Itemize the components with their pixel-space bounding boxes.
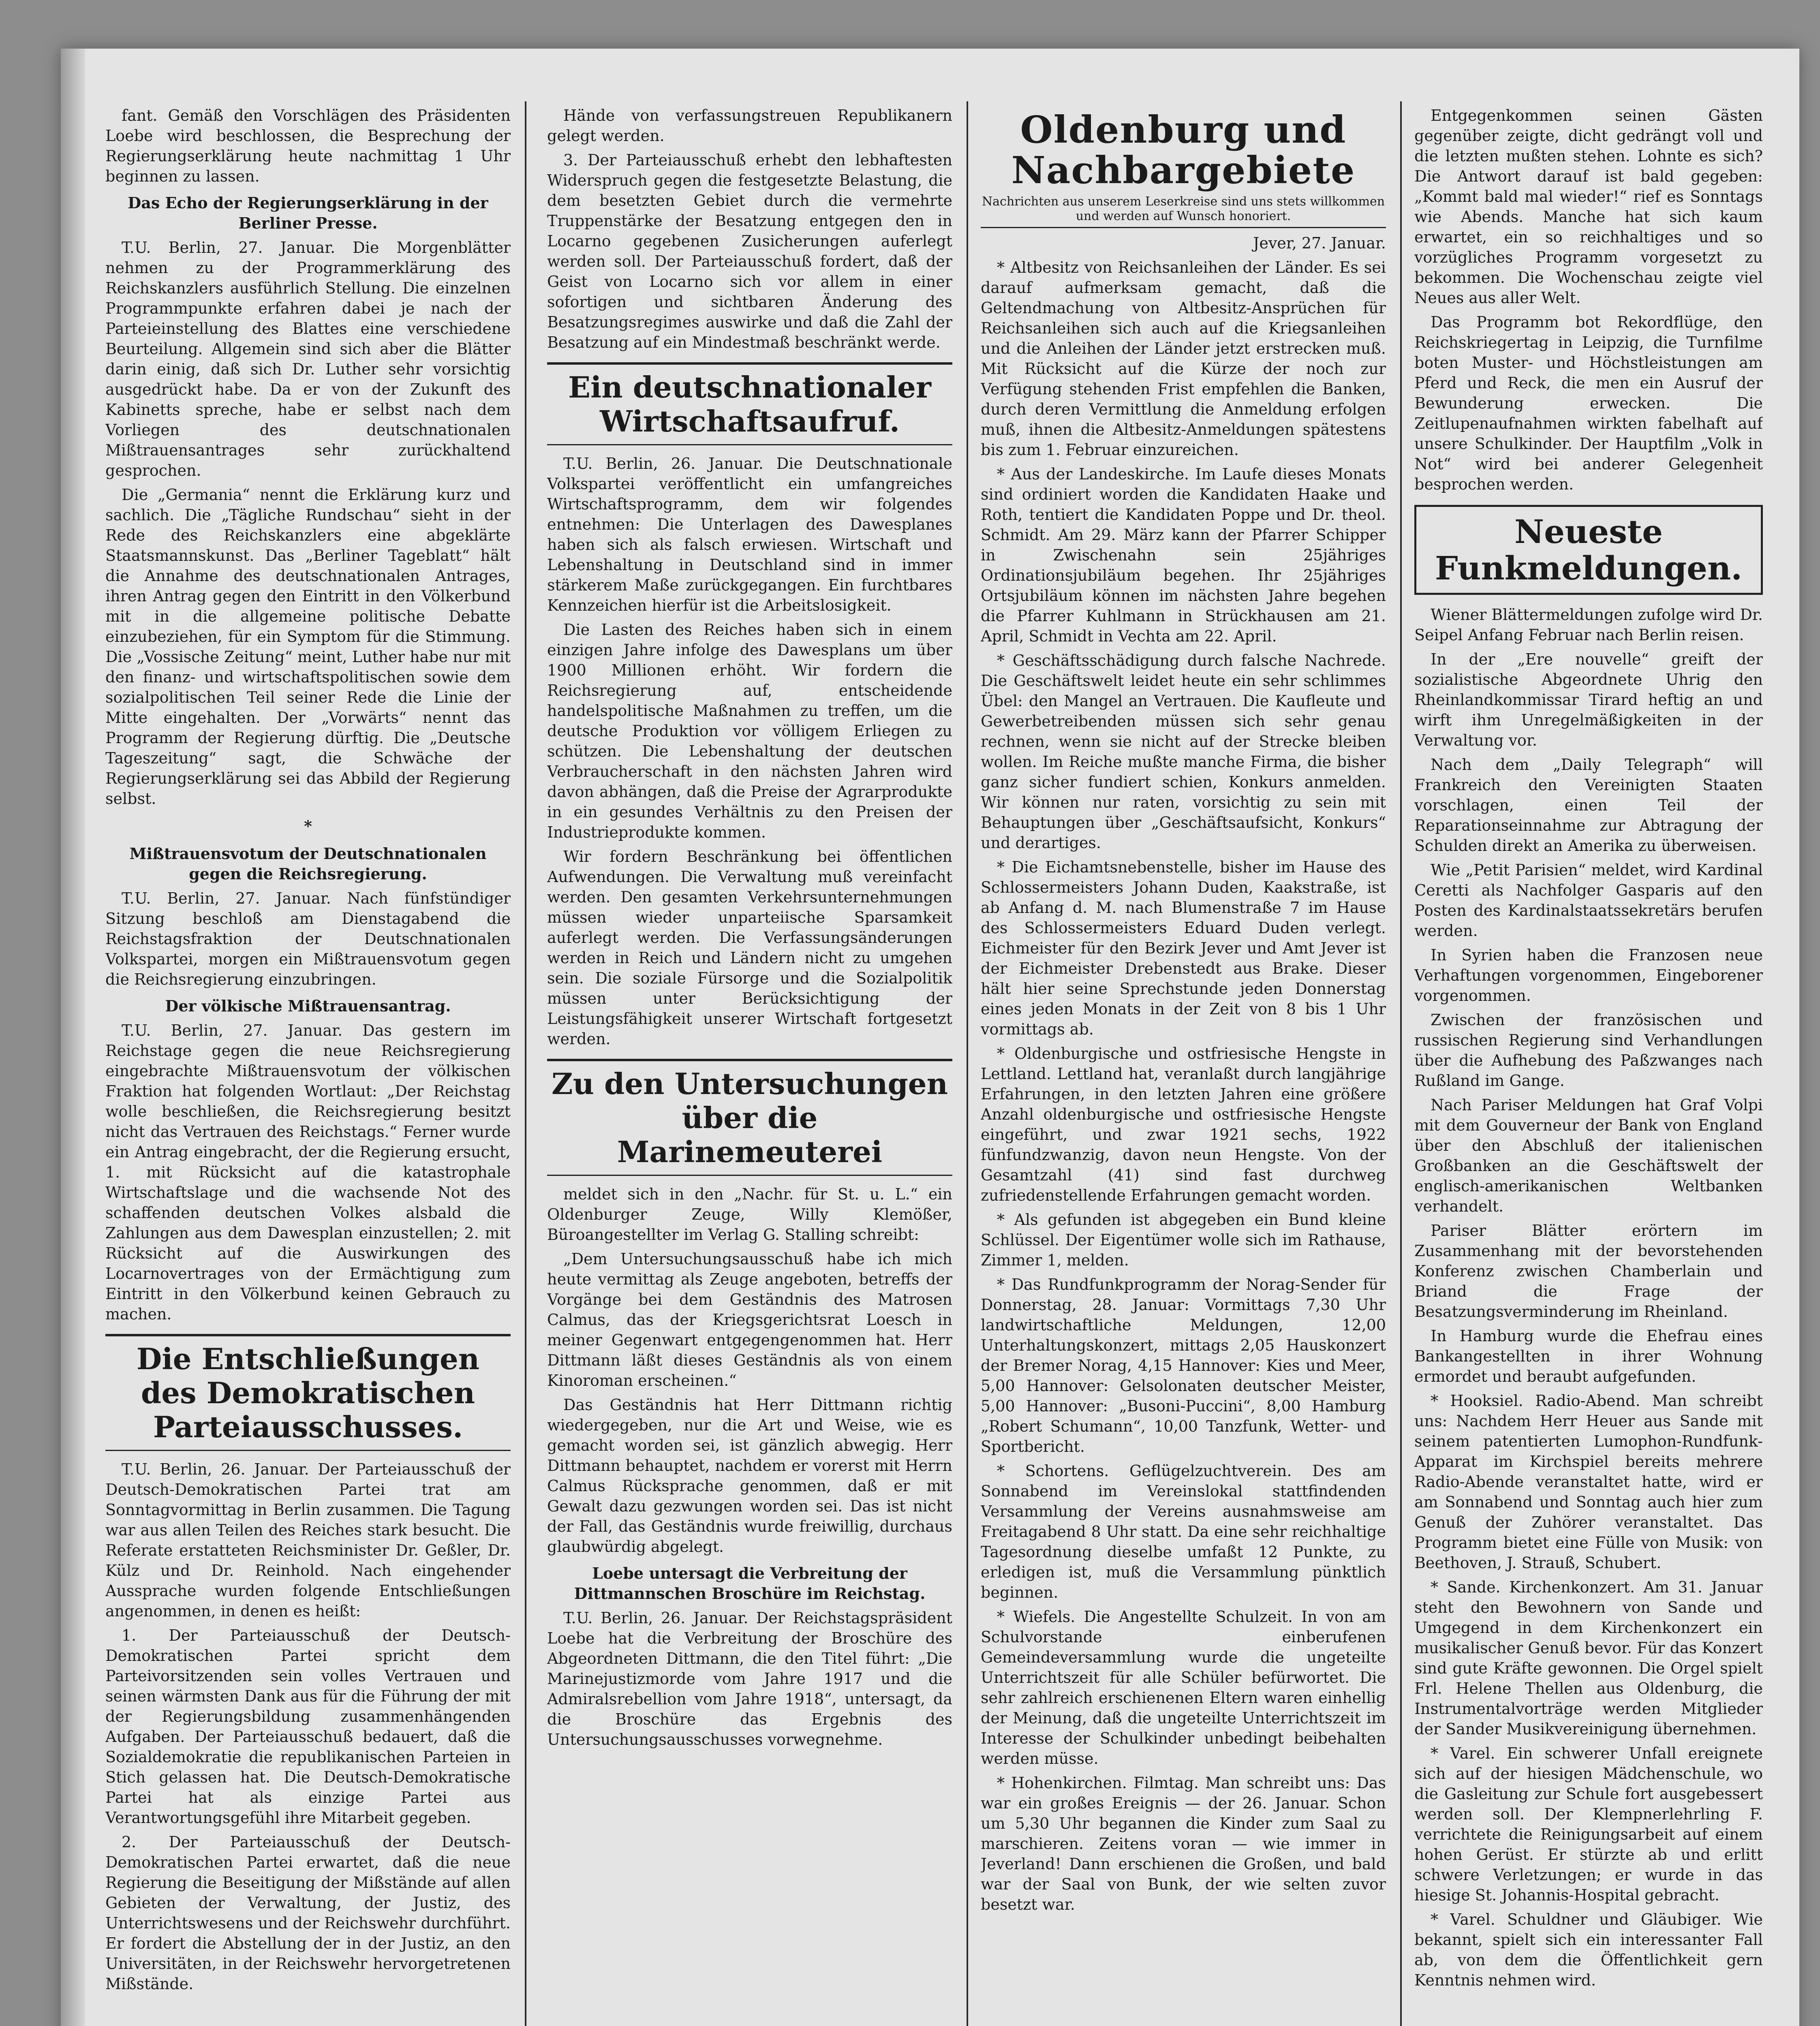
news-item: Wie „Petit Parisien“ meldet, wird Kardinal Ceretti als Nachfolger Gasparis auf den Posten des Kardinalstaatssekretärs berufen werden. [1414,861,1763,940]
article-subhead: Mißtrauensvotum der Deutschnationalen gegen die Reichsregierung. [129,844,487,883]
article-text: * Als gefunden ist abgegeben ein Bund kleine Schlüssel. Der Eigentümer wolle sich im Rathause, Zimmer 1, melden. [981,1211,1386,1269]
article-text: * Geschäftsschädigung durch falsche Nachrede. Die Geschäftswelt leidet heute ein sehr schlimmes Übel: den Mangel an Vertrauen. Die Kaufleute und Gewerbetreibenden müssen sich sehr genau rechnen, wenn sie nicht auf der Strecke bleiben wollen. Im Reiche mußte manche Firma, die bisher ganz sicher fundiert schien, Konkurs anmelden. Wir können nur raten, vorsichtig zu sein mit Behauptungen über „Geschäftsaufsicht, Konkurs“ und derartiges. [981,652,1386,852]
article-text: T.U. Berlin, 26. Januar. Der Parteiausschuß der Deutsch-Demokratischen Partei trat am Sonntagvormittag in Berlin zusammen. Die Tagung war aus allen Teilen des Reiches stark besucht. Die Referate erstatteten Reichsminister Dr. Geßler, Dr. Külz und Dr. Reinhold. Nach eingehender Aussprache wurden folgende Entschließungen angenommen, in denen es heißt: [105,1460,511,1620]
separator-star: * [304,817,312,835]
news-item: In Hamburg wurde die Ehefrau eines Bankangestellten in ihrer Wohnung ermordet und beraubt aufgefunden. [1414,1327,1763,1385]
article-text: * Oldenburgische und ostfriesische Hengste in Lettland. Lettland hat, veranlaßt durch langjährige Erfahrungen, in den letzten Jahren eine größere Anzahl oldenburgische und ostfriesische Hengste eingeführt, und zwar 1921 sechs, 1922 fünfundzwanzig, davon neun Hengste. Von der Gesamtzahl (41) sind fast durchweg zufriedenstellende Erfahrungen gemacht worden. [981,1045,1386,1204]
column-rule [967,101,968,2026]
article-text: * Das Rundfunkprogramm der Norag-Sender für Donnerstag, 28. Januar: Vormittags 7,30 Uhr landwirtschaftliche Meldungen, 12,00 Unterhaltungskonzert, mittags 2,05 Hauskonzert der Bremer Norag, 4,15 Hannover: Kies und Meer, 5,00 Hannover: Gelsolonaten deutscher Meister, 5,00 Hannover: „Busoni-Puccini“, 8,00 Hamburg „Robert Schumann“, 10,00 Tanzfunk, Wetter- und Sportbericht. [981,1276,1386,1455]
news-item: Zwischen der französischen und russischen Regierung sind Verhandlungen über die Aufhebung des Paßzwanges nach Rußland im Gange. [1414,1011,1763,1090]
article-text: 1. Der Parteiausschuß der Deutsch-Demokratischen Partei spricht dem Parteivorsitzenden sein volles Vertrauen und seinen wärmsten Dank aus für die Führung der mit der Regierungsbildung zusammenhängenden Aufgaben. Der Parteiausschuß bedauert, daß die Sozialdemokratie die republikanischen Parteien in Stich gelassen hat. Die Deutsch-Demokratische Partei hat als einzige Partei aus Verantwortungsgefühl ihre Mitarbeit gegeben. [105,1626,511,1827]
article-text: meldet sich in den „Nachr. für St. u. L.“ ein Oldenburger Zeuge, Willy Klemößer, Büroangestellter im Verlag G. Stalling schreibt: [547,1185,952,1244]
article-headline: Die Entschließungen des Demokratischen Parteiausschusses. [105,1334,511,1451]
masthead-subtitle: Nachrichten aus unserem Leserkreise sind uns stets willkommen und werden auf Wunsch honoriert. [981,194,1386,228]
article-text: Hände von verfassungstreuen Republikanern gelegt werden. [547,107,952,145]
article-text: * Wiefels. Die Angestellte Schulzeit. In von am Schulvorstande einberufenen Gemeindeversammlung wurde die ungeteilte Unterrichtszeit für alle Schüler befürwortet. Die sehr zahlreich erschienenen Eltern waren einhellig der Meinung, daß die ungeteilte Unterrichtszeit im Interesse der Schulkinder unbedingt beibehalten werden müsse. [981,1608,1386,1767]
article-text: T.U. Berlin, 27. Januar. Nach fünfstündiger Sitzung beschloß am Dienstagabend die Reichstagsfraktion der Deutschnationalen Volkspartei, morgen ein Mißtrauensvotum gegen die Reichsregierung einzubringen. [105,889,511,988]
article-text: fant. Gemäß den Vorschlägen des Präsidenten Loebe wird beschlossen, die Besprechung der Regierungserklärung heute nachmittag 1 Uhr beginnen zu lassen. [105,107,511,185]
article-subhead: Loebe untersagt die Verbreitung der Dittmannschen Broschüre im Reichstag. [574,1564,926,1603]
news-item: Wiener Blättermeldungen zufolge wird Dr. Seipel Anfang Februar nach Berlin reisen. [1414,606,1763,644]
article-text: * Sande. Kirchenkonzert. Am 31. Januar steht den Bewohnern von Sande und Umgegend in dem Kirchenkonzert ein musikalischer Genuß bevor. Für das Konzert sind gute Kräfte gewonnen. Die Orgel spielt Frl. Helene Thellen aus Oldenburg, die Instrumentalvorträge werden Mitglieder der Sander Musikvereinigung übernehmen. [1414,1578,1763,1738]
funkmeldungen-headline: Neueste Funkmeldungen. [1414,505,1763,595]
article-text: T.U. Berlin, 26. Januar. Der Reichstagspräsident Loebe hat die Verbreitung der Broschüre des Abgeordneten Dittmann, die den Titel führt: „Die Marinejustizmorde vom Jahre 1917 und die Admiralsrebellion vom Jahre 1918“, untersagt, da die Broschüre das Ergebnis des Untersuchungsausschusses vorwegnehme. [547,1609,952,1748]
news-item: In Syrien haben die Franzosen neue Verhaftungen vorgenommen, Eingeborener vorgenommen. [1414,946,1763,1004]
newspaper-page [61,49,1799,2026]
article-text: * Hohenkirchen. Filmtag. Man schreibt uns: Das war ein großes Ereignis — der 26. Januar. Schon um 5,30 Uhr begannen die Kinder zum Saal zu marschieren. Zeitens voran — wie immer in Jeverland! Dann erschienen die Großen, und bald war der Saal von Bunk, der wie selten zuvor besetzt war. [981,1774,1386,1913]
article-text: „Dem Untersuchungsausschuß habe ich mich heute vermittag als Zeuge angeboten, betreffs der Vorgänge bei dem Geständnis des Matrosen Calmus, das der Kriegsgerichtsrat Loesch in meiner Gegenwart entgegengenommen hat. Herr Dittmann läßt dieses Geständnis als von einem Kinoroman erscheinen.“ [547,1250,952,1389]
article-text: Das Geständnis hat Herr Dittmann richtig wiedergegeben, nur die Art und Weise, wie es gemacht worden sei, ist gänzlich abwegig. Herr Dittmann behauptet, nachdem er vorerst mit Herrn Calmus Rücksprache genommen, daß er mit Gewalt dazu gezwungen worden sei. Das ist nicht der Fall, das Geständnis wurde freiwillig, durchaus glaubwürdig abgelegt. [547,1396,952,1556]
article-text: * Die Eichamtsnebenstelle, bisher im Hause des Schlossermeisters Johann Duden, Kaakstraße, ist ab Anfang d. M. nach Blumenstraße 7 im Hause des Schlossermeisters Eduard Duden verlegt. Eichmeister für den Bezirk Jever und Amt Jever ist der Eichmeister Drebenstedt aus Brake. Dieser hält hier seine Sprechstunde jeden Donnerstag eines jeden Monats in der Zeit von 8 bis 1 Uhr vormittags ab. [981,858,1386,1038]
article-text: T.U. Berlin, 27. Januar. Das gestern im Reichstage gegen die neue Reichsregierung eingebrachte Mißtrauensvotum der völkischen Fraktion hat folgenden Wortlaut: „Der Reichstag wolle beschließen, die Reichsregierung besitzt nicht das Vertrauen des Reichstags.“ Ferner wurde ein Antrag eingebracht, der die Regierung ersucht, 1. mit Rücksicht auf die katastrophale Wirtschaftslage und die wachsende Not des schaffenden deutschen Volkes alsbald die Zahlungen aus dem Dawesplan einzustellen; 2. mit Rücksicht auf die Auswirkungen des Locarnovertrages von der Ermächtigung zum Eintritt in den Völkerbund keinen Gebrauch zu machen. [105,1022,511,1323]
news-item: In der „Ere nouvelle“ greift der sozialistische Abgeordnete Uhrig den Rheinlandkommissar Tirard heftig an und wirft ihm Unregelmäßigkeiten in der Verwaltung vor. [1414,650,1763,749]
column-2 [547,105,952,2026]
article-text: T.U. Berlin, 27. Januar. Die Morgenblätter nehmen zu der Programmerklärung des Reichskanzlers ausführlich Stellung. Die einzelnen Programmpunkte erfahren dabei je nach der Parteieinstellung des Blattes eine verschiedene Beurteilung. Allgemein sind sich aber die Blätter darin einig, daß sich Dr. Luther sehr vorsichtig ausgedrückt habe. Da er von der Zukunft des Kabinetts spreche, habe er selbst nach dem Vorliegen des deutschnationalen Mißtrauensantrages sehr zurückhaltend gesprochen. [105,239,511,479]
article-text: * Schortens. Geflügelzuchtverein. Des am Sonnabend im Vereinslokal stattfindenden Versammlung der Vereins ausnahmsweise am Freitagabend 8 Uhr statt. Da eine sehr reichhaltige Tagesordnung dieselbe umfaßt 12 Punkte, zu erledigen ist, muß die Versammlung pünktlich beginnen. [981,1462,1386,1601]
article-headline: Ein deutschnationaler Wirtschaftsaufruf. [547,362,952,445]
column-rule [1400,101,1402,2026]
column-1 [105,105,511,2026]
article-text: Die „Germania“ nennt die Erklärung kurz und sachlich. Die „Tägliche Rundschau“ sieht in der Rede des Reichskanzlers eine abgeklärte Staatsmannskunst. Das „Berliner Tageblatt“ hält die Annahme des deutschnationalen Antrages, ihren Antrag gegen den Eintritt in den Völkerbund mit in die allgemeine politische Debatte einzubeziehen, für ein Symptom für die Stimmung. Die „Vossische Zeitung“ meint, Luther habe nur mit den finanz- und wirtschaftspolitischen sowie dem sozialpolitischen Teil seiner Rede die Linie der Mitte eingehalten. Der „Vorwärts“ nennt das Programm der Regierung dürftig. Die „Deutsche Tageszeitung“ sagt, die Schwäche der Regierungserklärung sei das Abbild der Regierung selbst. [105,486,511,808]
dateline: Jever, 27. Januar. [1253,234,1386,252]
article-text: * Aus der Landeskirche. Im Laufe dieses Monats sind ordiniert worden die Kandidaten Haake und Roth, tentiert die Kandidaten Poppe und Dr. theol. Schmidt. Am 29. März kann der Pfarrer Schipper in Zwischenahn sein 25jähriges Ordinationsjubiläum begehen. Ihr 25jähriges Ortsjubiläum können im nächsten Jahre begehen die Pfarrer Kuhlmann in Strückhausen am 21. April, Schmidt in Vechta am 22. April. [981,465,1386,645]
article-text: * Altbesitz von Reichsanleihen der Länder. Es sei darauf aufmerksam gemacht, daß die Geltendmachung von Altbesitz-Ansprüchen für Reichsanleihen sich auch auf die Kriegsanleihen und die Anleihen der Länder jetzt erstrecken muß. Mit Rücksicht auf die Kürze der noch zur Verfügung stehenden Frist empfehlen die Banken, durch deren Vermittlung die Anmeldung erfolgen muß, ihnen die Altbesitz-Anmeldungen spätestens bis zum 1. Februar einzureichen. [981,259,1386,459]
article-text: * Varel. Schuldner und Gläubiger. Wie bekannt, spielt sich ein interessanter Fall ab, von dem die Öffentlichkeit gern Kenntnis nehmen wird. [1414,1911,1763,1989]
article-text: * Varel. Ein schwerer Unfall ereignete sich auf der hiesigen Mädchenschule, wo die Gasleitung zur Schule fort ausgebessert werden soll. Der Klempnerlehrling F. verrichtete die Reinigungsarbeit auf einem hohen Gerüst. Er stürzte ab und erlitt schwere Verletzungen; er wurde in das hiesige St. Johannis-Hospital gebracht. [1414,1744,1763,1904]
article-text: Die Lasten des Reiches haben sich in einem einzigen Jahre infolge des Dawesplans um über 1900 Millionen erhöht. Wir fordern die Reichsregierung auf, entscheidende handelspolitische Maßnahmen zu treffen, um die deutsche Produktion vor völligem Erliegen zu schützen. Die Lebenshaltung der deutschen Verbraucherschaft in den nächsten Jahren wird davon abhängen, daß die Preise der Agrarprodukte in ein gesundes Verhältnis zu den Preisen der Industrieprodukte kommen. [547,621,952,841]
article-text: T.U. Berlin, 26. Januar. Die Deutschnationale Volkspartei veröffentlicht ein umfangreiches Wirtschaftsprogramm, dem wir folgendes entnehmen: Die Unterlagen des Dawesplanes haben sich als falsch erwiesen. Wirtschaft und Lebenshaltung in Deutschland sind in immer stärkerem Maße zurückgegangen. Ein furchtbares Kennzeichen hierfür ist die Arbeitslosigkeit. [547,455,952,614]
news-item: Nach dem „Daily Telegraph“ will Frankreich den Vereinigten Staaten vorschlagen, einen Teil der Reparationseinnahme zur Abtragung der Schulden direkt an Amerika zu überweisen. [1414,756,1763,855]
article-text: Wir fordern Beschränkung bei öffentlichen Aufwendungen. Die Verwaltung muß vereinfacht werden. Den gesamten Verkehrsunternehmungen müssen wieder unparteiische Sparsamkeit auferlegt werden. Die Verfassungsänderungen werden in Reich und Ländern nicht zu umgehen sein. Die soziale Fürsorge und die Sozialpolitik müssen unter Berücksichtigung der Leistungsfähigkeit unserer Wirtschaft fortgesetzt werden. [547,848,952,1048]
article-text: * Hooksiel. Radio-Abend. Man schreibt uns: Nachdem Herr Heuer aus Sande mit seinem patentierten Lumophon-Rundfunk-Apparat im Kirchspiel bereits mehrere Radio-Abende veranstaltet hatte, wird er am Sonnabend und Sonntag auch hier zum Genuß der Zuhörer veranstaltet. Das Programm bietet eine Fülle von Musik: von Beethoven, J. Strauß, Schubert. [1414,1392,1763,1572]
article-text: Entgegenkommen seinen Gästen gegenüber zeigte, dicht gedrängt voll und die letzten mußten stehen. Lohnte es sich? Die Antwort darauf ist bald gegeben: „Kommt bald mal wieder!“ rief es Sonntags wie Abends. Manche hat sich kaum erwartet, ein so reichhaltiges und so vorzügliches Programm vorgesetzt zu bekommen. Die Wochenschau zeigte viel Neues aus aller Welt. [1414,107,1763,307]
news-item: Pariser Blätter erörtern im Zusammenhang mit der bevorstehenden Konferenz zwischen Chamberlain und Briand die Frage der Besatzungsverminderung im Rheinland. [1414,1222,1763,1321]
article-text: 2. Der Parteiausschuß der Deutsch-Demokratischen Partei erwartet, daß die neue Regierung die Beseitigung der Mißstände auf allen Gebieten der Verwaltung, der Justiz, des Unterrichtswesens und der Reichswehr durchführt. Er fordert die Abstellung der in der Justiz, an den Universitäten, in der Reichswehr hervorgetretenen Mißstände. [105,1833,511,1993]
article-subhead: Das Echo der Regierungserklärung in der Berliner Presse. [128,194,488,232]
article-text: Das Programm bot Rekordflüge, den Reichskriegertag in Leipzig, die Turnfilme boten Muster- und Höchstleistungen am Pferd und Reck, die men ein Ausruf der Bewunderung erwecken. Die Zeitlupenaufnahmen wirkten fabelhaft auf unsere Schulkinder. Der Hauptfilm „Volk in Not“ wird bei anderer Gelegenheit besprochen werden. [1414,313,1763,493]
section-masthead: Oldenburg und Nachbargebiete [1011,108,1356,192]
column-4 [1414,105,1763,2026]
article-subhead: Der völkische Mißtrauensantrag. [165,997,451,1015]
news-item: Nach Pariser Meldungen hat Graf Volpi mit dem Gouverneur der Bank von England über den Abschluß der italienischen Großbanken an die Geschäftswelt der englisch-amerikanischen Weltbanken verhandelt. [1414,1096,1763,1215]
column-3 [981,105,1386,2026]
article-text: 3. Der Parteiausschuß erhebt den lebhaftesten Widerspruch gegen die festgesetzte Belastung, die dem besetzten Gebiet durch die vermehrte Truppenstärke der Besatzung entgegen den in Locarno gegebenen Zusicherungen auferlegt werden soll. Der Parteiausschuß fordert, daß der Geist von Locarno sich vor allem in einer sofortigen und sichtbaren Änderung des Besatzungsregimes auswirke und daß die Zahl der Besatzung auf ein Mindestmaß beschränkt werde. [547,151,952,351]
column-rule [525,101,526,2026]
article-headline: Zu den Untersuchungen über die Marinemeuterei [547,1059,952,1176]
page-binding-edge [61,49,85,2026]
